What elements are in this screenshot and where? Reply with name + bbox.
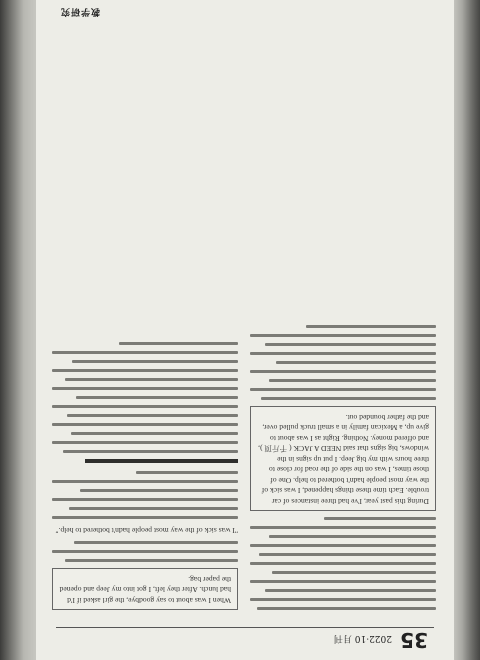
page-number: 35 (400, 628, 428, 652)
quoted-sentence: "I was sick of the way most people hadn't bothered to help." (55, 526, 238, 536)
english-excerpt-text: During this past year, I've had three instances of car trouble. Each time these things happened, I was sick of the way most people hadn't bothered to help. One of those times, I was on the side of the road for close to three hours with my big Jeep. I put up signs in the windows, big signs that said NEED A JACK ( 千斤顶 ), and offered money. Nothing. Right as I was about to give up, a Mexican family in a small truck pulled over, and the father bounded out. (258, 413, 429, 506)
journal-page (36, 0, 454, 660)
issue-date: 2022·10 月刊 (333, 633, 392, 643)
english-excerpt-box-2 (52, 569, 238, 611)
section-heading-bar (85, 459, 238, 463)
english-excerpt-box (250, 407, 436, 512)
header-rule (56, 627, 434, 628)
page-header (36, 628, 454, 658)
right-column (52, 336, 238, 616)
section-footer-label: 教学研究 (60, 6, 101, 16)
english-excerpt-text-2: When I was about to say goodbye, the girl asked if I'd had lunch. After they left, I got into my Jeep and opened the paper bag. (59, 575, 231, 605)
left-column (250, 320, 436, 617)
binding-shadow (462, 0, 480, 660)
